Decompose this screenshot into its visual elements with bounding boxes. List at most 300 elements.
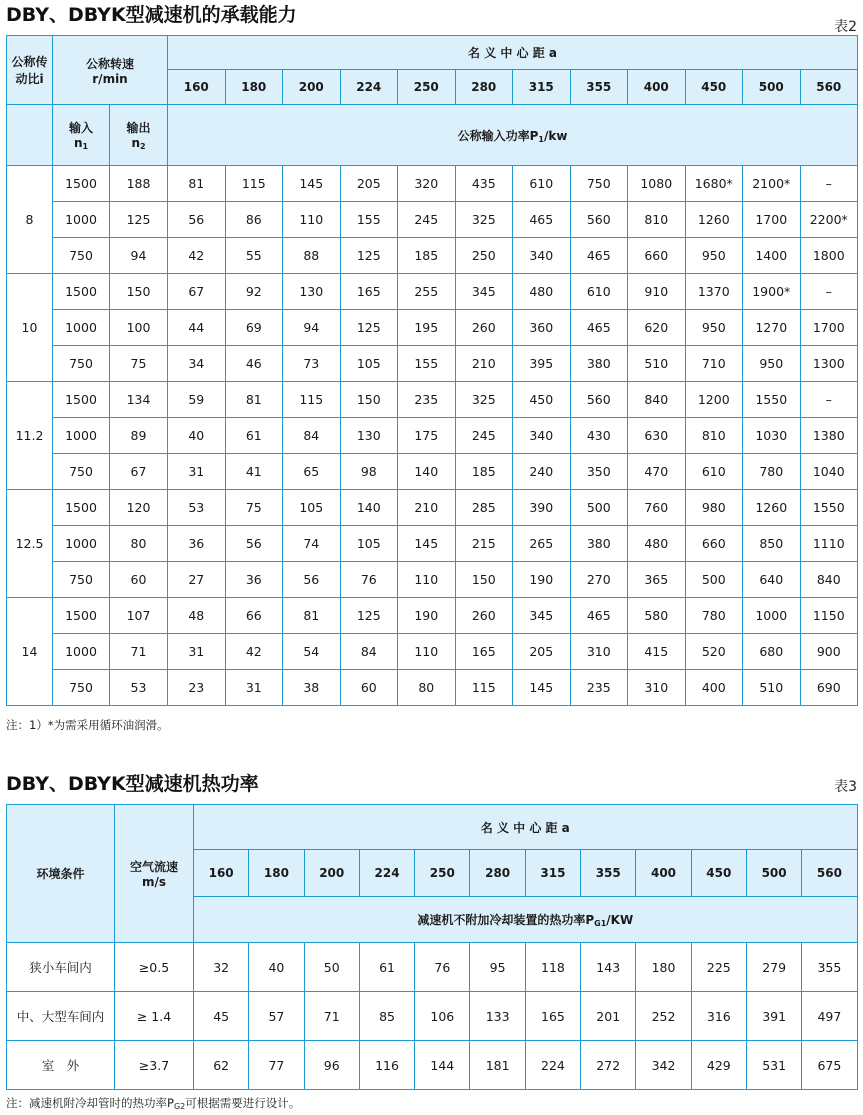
power-value-cell: 110 — [283, 202, 341, 238]
power-value-cell: 1900* — [743, 274, 801, 310]
power-value-cell: 140 — [398, 454, 456, 490]
power-value-cell: 380 — [570, 346, 628, 382]
power-value-cell: 1260 — [743, 490, 801, 526]
power-value-cell: 710 — [685, 346, 743, 382]
thermal-value-cell: 342 — [636, 1041, 691, 1090]
power-value-cell: 31 — [168, 634, 226, 670]
center-distance-header: 560 — [802, 850, 857, 897]
power-value-cell: 365 — [628, 562, 686, 598]
power-value-cell: 465 — [570, 598, 628, 634]
power-value-cell: 175 — [398, 418, 456, 454]
power-value-cell: 105 — [283, 490, 341, 526]
power-value-cell: 285 — [455, 490, 513, 526]
thermal-value-cell: 143 — [581, 943, 636, 992]
power-value-cell: 465 — [513, 202, 571, 238]
power-value-cell: 69 — [225, 310, 283, 346]
header-input-label: 输入 — [68, 121, 93, 135]
table-row — [7, 274, 858, 310]
power-value-cell: 580 — [628, 598, 686, 634]
power-value-cell: 110 — [398, 562, 456, 598]
thermal-value-cell: 225 — [691, 943, 746, 992]
table-row — [7, 454, 858, 490]
power-value-cell: 610 — [685, 454, 743, 490]
power-value-cell: 640 — [743, 562, 801, 598]
power-value-cell: 1300 — [800, 346, 858, 382]
ratio-cell: 12.5 — [7, 490, 53, 598]
power-value-cell: 950 — [685, 238, 743, 274]
power-value-cell: 1080 — [628, 166, 686, 202]
thermal-value-cell: 116 — [359, 1041, 414, 1090]
center-distance-header: 200 — [283, 70, 341, 105]
power-value-cell: 210 — [398, 490, 456, 526]
input-speed-cell: 750 — [53, 454, 110, 490]
power-value-cell: 125 — [340, 238, 398, 274]
power-value-cell: 42 — [225, 634, 283, 670]
power-value-cell: 480 — [513, 274, 571, 310]
power-value-cell: 240 — [513, 454, 571, 490]
power-value-cell: 450 — [513, 382, 571, 418]
power-value-cell: 810 — [685, 418, 743, 454]
table-row — [7, 562, 858, 598]
power-value-cell: 67 — [168, 274, 226, 310]
power-value-cell: 840 — [628, 382, 686, 418]
power-value-cell: 195 — [398, 310, 456, 346]
power-value-cell: 360 — [513, 310, 571, 346]
env-cell: 狭小车间内 — [7, 943, 115, 992]
power-value-cell: 1800 — [800, 238, 858, 274]
output-speed-cell: 67 — [110, 454, 168, 490]
load-capacity-table — [6, 35, 858, 706]
ratio-cell: 8 — [7, 166, 53, 274]
header-center-distance-3: 名 义 中 心 距 a — [194, 805, 858, 850]
power-value-cell: 510 — [743, 670, 801, 706]
power-value-cell: 42 — [168, 238, 226, 274]
power-value-cell: 390 — [513, 490, 571, 526]
power-value-cell: 41 — [225, 454, 283, 490]
thermal-value-cell: 106 — [415, 992, 470, 1041]
input-speed-cell: 1500 — [53, 490, 110, 526]
power-value-cell: 61 — [225, 418, 283, 454]
power-value-cell: 345 — [455, 274, 513, 310]
center-distance-header: 355 — [570, 70, 628, 105]
header-air-unit: m/s — [141, 875, 167, 889]
input-speed-cell: 1000 — [53, 310, 110, 346]
power-value-cell: 235 — [398, 382, 456, 418]
center-distance-header: 355 — [581, 850, 636, 897]
power-value-cell: 400 — [685, 670, 743, 706]
power-value-cell: 1260 — [685, 202, 743, 238]
power-value-cell: 190 — [398, 598, 456, 634]
power-value-cell: 165 — [340, 274, 398, 310]
power-value-cell: 65 — [283, 454, 341, 490]
header-air-label: 空气流速 — [129, 860, 178, 874]
output-speed-cell: 53 — [110, 670, 168, 706]
air-speed-cell: ≥ 1.4 — [115, 992, 194, 1041]
power-value-cell: 205 — [513, 634, 571, 670]
power-value-cell: 145 — [283, 166, 341, 202]
center-distance-header: 400 — [628, 70, 686, 105]
power-value-cell: 185 — [455, 454, 513, 490]
power-value-cell: 125 — [340, 598, 398, 634]
table2-title: DBY、DBYK型减速机的承载能力 — [6, 4, 297, 26]
power-value-cell: – — [800, 166, 858, 202]
header-output — [110, 105, 168, 166]
power-value-cell: 1680* — [685, 166, 743, 202]
power-value-cell: 520 — [685, 634, 743, 670]
air-speed-cell: ≥0.5 — [115, 943, 194, 992]
output-speed-cell: 60 — [110, 562, 168, 598]
power-value-cell: 150 — [455, 562, 513, 598]
output-speed-cell: 75 — [110, 346, 168, 382]
power-value-cell: 115 — [225, 166, 283, 202]
header-input — [53, 105, 110, 166]
power-value-cell: 48 — [168, 598, 226, 634]
center-distance-header: 250 — [415, 850, 470, 897]
power-value-cell: 415 — [628, 634, 686, 670]
power-value-cell: 910 — [628, 274, 686, 310]
output-speed-cell: 89 — [110, 418, 168, 454]
power-value-cell: 84 — [283, 418, 341, 454]
power-value-cell: 255 — [398, 274, 456, 310]
thermal-value-cell: 181 — [470, 1041, 525, 1090]
power-value-cell: 165 — [455, 634, 513, 670]
header-thermal-power: 减速机不附加冷却装置的热功率$P_{G1}/KW$ — [194, 897, 858, 943]
power-value-cell: 84 — [340, 634, 398, 670]
power-value-cell: 480 — [628, 526, 686, 562]
power-value-cell: 980 — [685, 490, 743, 526]
power-value-cell: 310 — [570, 634, 628, 670]
output-speed-cell: 100 — [110, 310, 168, 346]
power-value-cell: 215 — [455, 526, 513, 562]
power-value-cell: 81 — [283, 598, 341, 634]
thermal-value-cell: 429 — [691, 1041, 746, 1090]
power-value-cell: 250 — [455, 238, 513, 274]
input-speed-cell: 750 — [53, 346, 110, 382]
power-value-cell: 86 — [225, 202, 283, 238]
power-value-cell: 105 — [340, 526, 398, 562]
power-value-cell: 150 — [340, 382, 398, 418]
power-value-cell: 44 — [168, 310, 226, 346]
output-speed-cell: 71 — [110, 634, 168, 670]
power-value-cell: 155 — [340, 202, 398, 238]
thermal-power-table — [6, 804, 858, 1090]
power-value-cell: 31 — [168, 454, 226, 490]
power-value-cell: 465 — [570, 310, 628, 346]
power-value-cell: 660 — [685, 526, 743, 562]
power-value-cell: 245 — [398, 202, 456, 238]
power-value-cell: 190 — [513, 562, 571, 598]
power-value-cell: 56 — [225, 526, 283, 562]
power-value-cell: 76 — [340, 562, 398, 598]
power-value-cell: – — [800, 274, 858, 310]
power-value-cell: 950 — [685, 310, 743, 346]
power-value-cell: 1200 — [685, 382, 743, 418]
table-row — [7, 992, 858, 1041]
power-value-cell: 34 — [168, 346, 226, 382]
table-row — [7, 943, 858, 992]
power-value-cell: 265 — [513, 526, 571, 562]
table-row — [7, 598, 858, 634]
power-value-cell: 900 — [800, 634, 858, 670]
power-value-cell: 320 — [398, 166, 456, 202]
power-value-cell: 1030 — [743, 418, 801, 454]
center-distance-header: 280 — [455, 70, 513, 105]
input-speed-cell: 1000 — [53, 526, 110, 562]
power-value-cell: 36 — [225, 562, 283, 598]
env-cell: 室 外 — [7, 1041, 115, 1090]
header-speed-label: 公称转速 — [86, 56, 135, 71]
power-value-cell: 560 — [570, 382, 628, 418]
table3-title: DBY、DBYK型减速机热功率 — [6, 773, 259, 795]
table-row — [7, 382, 858, 418]
ratio-cell: 10 — [7, 274, 53, 382]
table-row — [7, 1041, 858, 1090]
input-speed-cell: 1500 — [53, 274, 110, 310]
power-value-cell: 435 — [455, 166, 513, 202]
power-value-cell: 205 — [340, 166, 398, 202]
power-value-cell: 500 — [685, 562, 743, 598]
thermal-value-cell: 71 — [304, 992, 359, 1041]
power-value-cell: 130 — [340, 418, 398, 454]
center-distance-header: 180 — [225, 70, 283, 105]
env-cell: 中、大型车间内 — [7, 992, 115, 1041]
output-speed-cell: 125 — [110, 202, 168, 238]
power-value-cell: 260 — [455, 310, 513, 346]
thermal-value-cell: 85 — [359, 992, 414, 1041]
power-value-cell: 59 — [168, 382, 226, 418]
power-value-cell: 66 — [225, 598, 283, 634]
power-value-cell: 75 — [225, 490, 283, 526]
power-value-cell: 780 — [685, 598, 743, 634]
power-value-cell: 92 — [225, 274, 283, 310]
center-distance-header: 160 — [168, 70, 226, 105]
header-center-distance: 名 义 中 心 距 a — [168, 36, 858, 70]
power-value-cell: 31 — [225, 670, 283, 706]
power-value-cell: 1380 — [800, 418, 858, 454]
thermal-value-cell: 144 — [415, 1041, 470, 1090]
power-value-cell: 840 — [800, 562, 858, 598]
power-value-cell: 620 — [628, 310, 686, 346]
thermal-value-cell: 32 — [194, 943, 249, 992]
power-value-cell: 235 — [570, 670, 628, 706]
input-speed-cell: 1500 — [53, 166, 110, 202]
power-value-cell: 1000 — [743, 598, 801, 634]
power-value-cell: 40 — [168, 418, 226, 454]
power-value-cell: 23 — [168, 670, 226, 706]
center-distance-header: 500 — [743, 70, 801, 105]
thermal-value-cell: 61 — [359, 943, 414, 992]
power-value-cell: 810 — [628, 202, 686, 238]
thermal-value-cell: 118 — [525, 943, 580, 992]
power-value-cell: 560 — [570, 202, 628, 238]
output-speed-cell: 150 — [110, 274, 168, 310]
header-input-symbol: $n_1$ — [73, 136, 89, 151]
power-value-cell: 760 — [628, 490, 686, 526]
power-value-cell: 36 — [168, 526, 226, 562]
power-value-cell: 1110 — [800, 526, 858, 562]
power-value-cell: – — [800, 382, 858, 418]
power-value-cell: 98 — [340, 454, 398, 490]
power-value-cell: 125 — [340, 310, 398, 346]
center-distance-header: 500 — [746, 850, 801, 897]
power-value-cell: 430 — [570, 418, 628, 454]
table3-note: 注：减速机附冷却管时的热功率$P_{G2}$可根据需要进行设计。 — [6, 1096, 301, 1111]
power-value-cell: 1270 — [743, 310, 801, 346]
power-value-cell: 260 — [455, 598, 513, 634]
thermal-value-cell: 531 — [746, 1041, 801, 1090]
power-value-cell: 81 — [168, 166, 226, 202]
output-speed-cell: 134 — [110, 382, 168, 418]
power-value-cell: 350 — [570, 454, 628, 490]
ratio-cell: 11.2 — [7, 382, 53, 490]
header-env: 环境条件 — [7, 805, 115, 943]
header-input-power: 公称输入功率$P_1/kw$ — [168, 105, 858, 166]
power-value-cell: 2200* — [800, 202, 858, 238]
power-value-cell: 1150 — [800, 598, 858, 634]
power-value-cell: 680 — [743, 634, 801, 670]
power-value-cell: 510 — [628, 346, 686, 382]
power-value-cell: 1700 — [743, 202, 801, 238]
table-row — [7, 310, 858, 346]
table2-tag: 表2 — [834, 19, 857, 35]
center-distance-header: 400 — [636, 850, 691, 897]
output-speed-cell: 107 — [110, 598, 168, 634]
center-distance-header: 250 — [398, 70, 456, 105]
thermal-value-cell: 96 — [304, 1041, 359, 1090]
table-row — [7, 526, 858, 562]
thermal-value-cell: 95 — [470, 943, 525, 992]
table-row — [7, 670, 858, 706]
thermal-value-cell: 279 — [746, 943, 801, 992]
power-value-cell: 54 — [283, 634, 341, 670]
output-speed-cell: 94 — [110, 238, 168, 274]
thermal-value-cell: 252 — [636, 992, 691, 1041]
thermal-value-cell: 77 — [249, 1041, 304, 1090]
input-speed-cell: 1000 — [53, 634, 110, 670]
thermal-value-cell: 675 — [802, 1041, 857, 1090]
center-distance-header: 180 — [249, 850, 304, 897]
thermal-value-cell: 40 — [249, 943, 304, 992]
power-value-cell: 53 — [168, 490, 226, 526]
input-speed-cell: 750 — [53, 238, 110, 274]
table-row — [7, 346, 858, 382]
thermal-value-cell: 180 — [636, 943, 691, 992]
power-value-cell: 94 — [283, 310, 341, 346]
ratio-cell: 14 — [7, 598, 53, 706]
power-value-cell: 660 — [628, 238, 686, 274]
center-distance-header: 560 — [800, 70, 858, 105]
thermal-value-cell: 57 — [249, 992, 304, 1041]
power-value-cell: 380 — [570, 526, 628, 562]
power-value-cell: 500 — [570, 490, 628, 526]
power-value-cell: 27 — [168, 562, 226, 598]
power-value-cell: 1400 — [743, 238, 801, 274]
header-air — [115, 805, 194, 943]
thermal-value-cell: 45 — [194, 992, 249, 1041]
power-value-cell: 74 — [283, 526, 341, 562]
power-value-cell: 46 — [225, 346, 283, 382]
thermal-value-cell: 272 — [581, 1041, 636, 1090]
table-row — [7, 238, 858, 274]
input-speed-cell: 750 — [53, 670, 110, 706]
power-value-cell: 1550 — [800, 490, 858, 526]
output-speed-cell: 120 — [110, 490, 168, 526]
thermal-value-cell: 62 — [194, 1041, 249, 1090]
input-speed-cell: 1500 — [53, 382, 110, 418]
air-speed-cell: ≥3.7 — [115, 1041, 194, 1090]
thermal-value-cell: 165 — [525, 992, 580, 1041]
power-value-cell: 55 — [225, 238, 283, 274]
header-output-label: 输出 — [126, 121, 151, 135]
center-distance-header: 160 — [194, 850, 249, 897]
power-value-cell: 950 — [743, 346, 801, 382]
thermal-value-cell: 224 — [525, 1041, 580, 1090]
center-distance-header: 315 — [525, 850, 580, 897]
power-value-cell: 610 — [513, 166, 571, 202]
power-value-cell: 750 — [570, 166, 628, 202]
table3-tag: 表3 — [834, 779, 857, 795]
center-distance-header: 224 — [359, 850, 414, 897]
power-value-cell: 115 — [455, 670, 513, 706]
power-value-cell: 340 — [513, 238, 571, 274]
input-speed-cell: 1500 — [53, 598, 110, 634]
power-value-cell: 105 — [340, 346, 398, 382]
thermal-value-cell: 201 — [581, 992, 636, 1041]
output-speed-cell: 80 — [110, 526, 168, 562]
thermal-value-cell: 316 — [691, 992, 746, 1041]
input-speed-cell: 750 — [53, 562, 110, 598]
power-value-cell: 110 — [398, 634, 456, 670]
table-row — [7, 490, 858, 526]
table-row — [7, 202, 858, 238]
power-value-cell: 130 — [283, 274, 341, 310]
thermal-value-cell: 133 — [470, 992, 525, 1041]
center-distance-header: 224 — [340, 70, 398, 105]
power-value-cell: 345 — [513, 598, 571, 634]
table-row — [7, 634, 858, 670]
header-speed — [53, 36, 168, 105]
power-value-cell: 88 — [283, 238, 341, 274]
power-value-cell: 1040 — [800, 454, 858, 490]
thermal-value-cell: 50 — [304, 943, 359, 992]
center-distance-header: 200 — [304, 850, 359, 897]
table2-note: 注：1）*为需采用循环油润滑。 — [6, 718, 169, 732]
power-value-cell: 690 — [800, 670, 858, 706]
header-speed-unit: r/min — [92, 71, 128, 86]
center-distance-header: 450 — [691, 850, 746, 897]
power-value-cell: 470 — [628, 454, 686, 490]
power-value-cell: 140 — [340, 490, 398, 526]
table-row — [7, 418, 858, 454]
output-speed-cell: 188 — [110, 166, 168, 202]
power-value-cell: 325 — [455, 202, 513, 238]
power-value-cell: 780 — [743, 454, 801, 490]
thermal-value-cell: 355 — [802, 943, 857, 992]
power-value-cell: 340 — [513, 418, 571, 454]
power-value-cell: 145 — [398, 526, 456, 562]
power-value-cell: 155 — [398, 346, 456, 382]
power-value-cell: 81 — [225, 382, 283, 418]
power-value-cell: 60 — [340, 670, 398, 706]
power-value-cell: 630 — [628, 418, 686, 454]
table-row — [7, 166, 858, 202]
power-value-cell: 210 — [455, 346, 513, 382]
power-value-cell: 465 — [570, 238, 628, 274]
power-value-cell: 610 — [570, 274, 628, 310]
power-value-cell: 80 — [398, 670, 456, 706]
header-ratio: 公称传动比i — [7, 36, 53, 105]
power-value-cell: 325 — [455, 382, 513, 418]
